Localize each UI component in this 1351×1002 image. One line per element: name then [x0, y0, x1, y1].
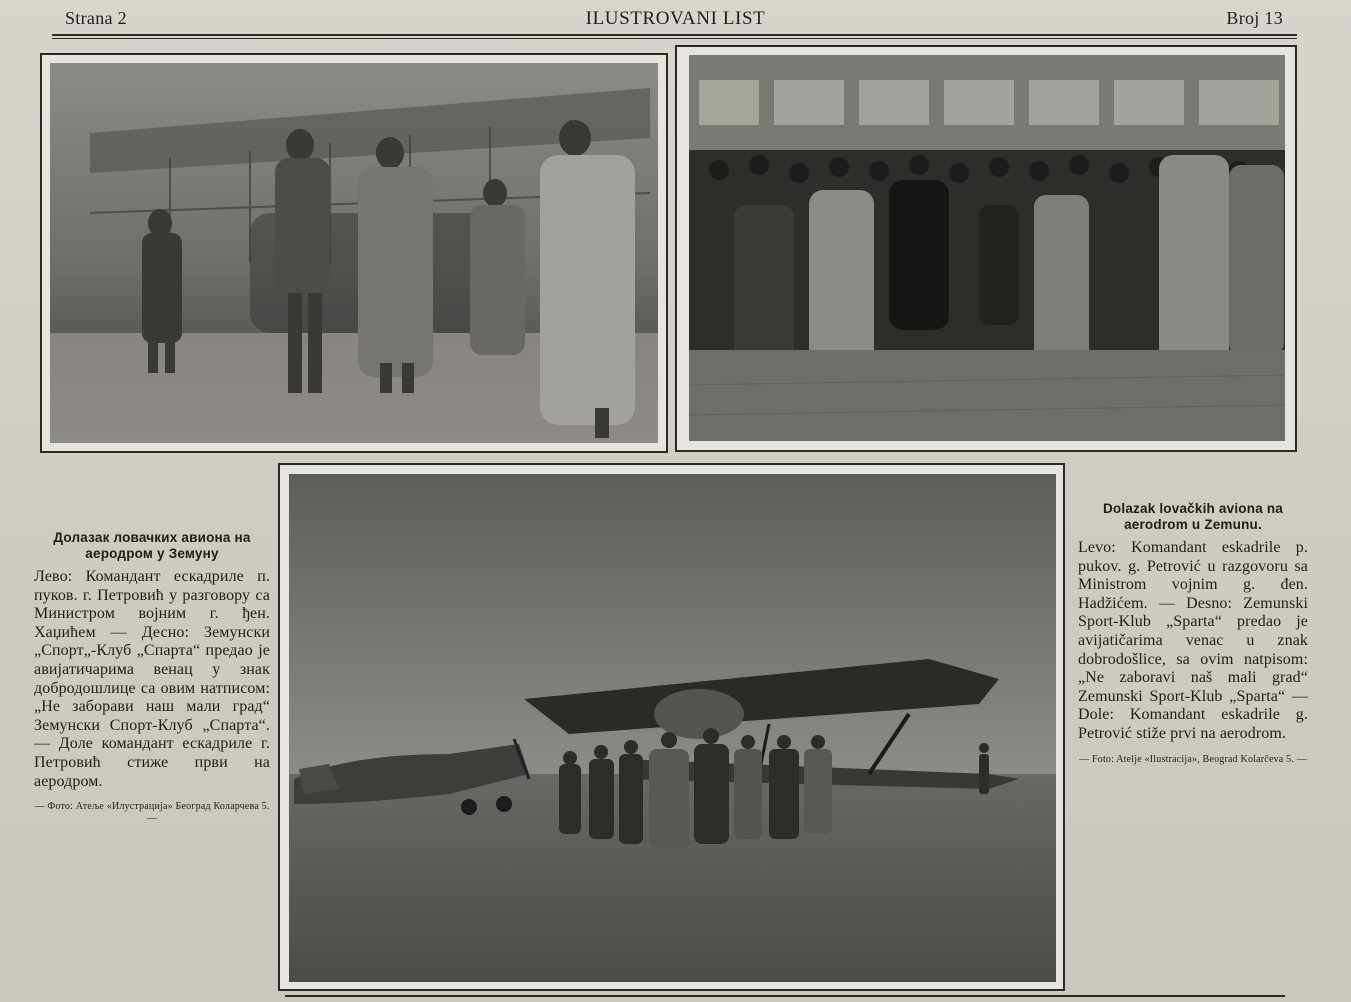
footer-rule	[285, 995, 1285, 997]
caption-latin-body: Levo: Komandant eskadrile p. pukov. g. Petrović u razgovoru sa Ministrom vojnim g. đen. Hadžićem. — Desno: Zemunski Sport-Klub „Sparta“ predao je avijatičarima venac u znak dobrodošlice, sa ovim natpisom: „Ne zaboravi naš mali grad“ Zemunski Sport-Klub „Sparta“ — Dole: Komandant eskadrile g. Petrović stiže prvi na aerodrom.	[1078, 539, 1308, 742]
caption-latin-heading: Dolazak lovačkih aviona na aerodrom u Zemunu.	[1102, 501, 1284, 532]
airfield-biplanes-photo	[289, 474, 1056, 982]
photo-frame-bottom	[278, 463, 1065, 991]
photo-frame-top-right	[675, 45, 1297, 452]
issue-number: Broj 13	[1226, 8, 1283, 28]
caption-latin-credit: — Foto: Atelje «Ilustracija», Beograd Kolarčeva 5. —	[1079, 753, 1307, 765]
masthead-title: ILUSTROVANI LIST	[585, 8, 766, 29]
header-rule-thin	[52, 38, 1297, 39]
hangar-officers-photo	[50, 63, 658, 443]
photo-frame-top-left	[40, 53, 668, 453]
caption-cyrillic-heading: Долазак ловачких авиона на аеродром у Земуну	[53, 530, 251, 561]
hangar-crowd-photo	[689, 55, 1285, 441]
caption-cyrillic-credit: — Фото: Атеље «Илустрација» Београд Коларчева 5. —	[34, 801, 270, 825]
caption-latin	[1078, 501, 1308, 766]
header-rule	[52, 34, 1297, 36]
caption-cyrillic	[34, 530, 270, 825]
page-number: Strana 2	[65, 8, 127, 28]
caption-cyrillic-body: Лево: Командант ескадриле п. пуков. г. Петровић у разговору са Министром војним г. ђен. Хаџићем — Десно: Земунски „Спорт„-Клуб „Спарта“ предао је авијатичарима венац у знак добродошлице са овим натписом: „Не заборави наш мали град“ Земунски Спорт-Клуб „Спарта“. — Доле командант ескадриле г. Петровић стиже први на аеродром.	[34, 568, 270, 790]
